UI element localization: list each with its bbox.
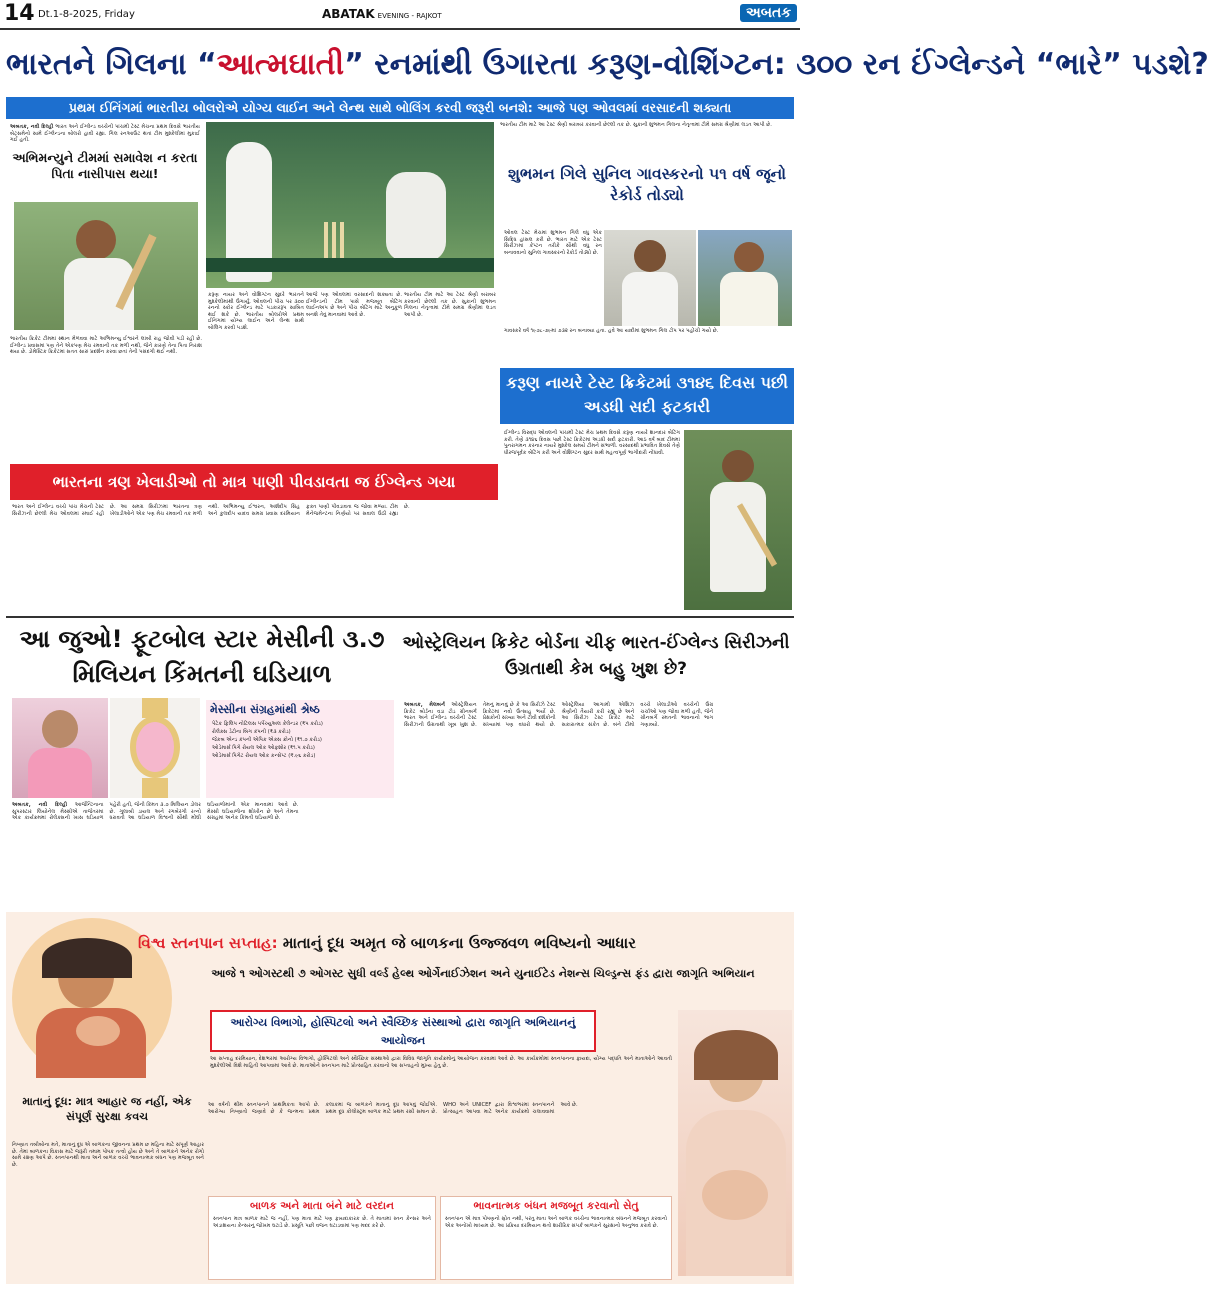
match-photo [206,122,494,288]
collection-item: રોલેક્સ ડેટોના બિગ કંપની (₹૩ કરોડ) [212,729,291,735]
page-number: 14 [4,1,35,26]
lead-body-1: ભારત અને ઈંગ્લેન્ડ વચ્ચેની પાંચમી ટેસ્ટ મેચના પ્રથમ દિવસે ભારતીય બેટ્સમેનો સામે ઈંગ્લેન્ડના બોલરો હાવી રહ્યા. ગિલ રનઆઉટ થતાં ટીમ મુશ્કેલીમાં મુકાઈ ગઈ હતી. [10,124,200,144]
watch-photo [110,698,200,798]
lead-body-2: કરૂણ નાયર અને વોશિંગ્ટન સુંદરે ભારતને મુશ્કેલીમાંથી ઉગાર્યું. ઓવલની પીચ પર ૩૦૦ રનનો સ્કોર ઈંગ્લેન્ડ માટે પડકારરૂપ સાબિત થઈ શકે છે. ભારતીય બોલરોએ પ્રથમ ઈનિંગમાં યોગ્ય લાઈન અને લેન્થ સાથે બોલિંગ કરવી પડશે. [208,292,304,331]
gavaskar-shirt-shape [720,272,778,326]
breastfeeding-intro: આ સપ્તાહ દરમિયાન, દેશભરમાં આરોગ્ય વિભાગો, હોસ્પિટલો અને સ્વૈચ્છિક સંસ્થાઓ દ્વારા વિવિધ જાગૃતિ કાર્યક્રમોનું આયોજન કરવામાં આવે છે. આ કાર્યક્રમોમાં સ્તનપાનના ફાયદા, યોગ્ય પદ્ધતિ અને માતાઓને આવતી મુશ્કેલીઓ વિશે માહિતી આપવામાં આવે છે. માતાઓને સ્તનપાન માટે પ્રોત્સાહિત કરવાનો આ સપ્તાહનો મુખ્ય હેતુ છે. [210,1056,672,1069]
breastfeeding-title-b: માતાનું દૂધ અમૃત જે બાળકના ઉજ્જવળ ભવિષ્યનો આધાર [277,934,636,952]
lead-subheadline: પ્રથમ ઈનિંગમાં ભારતીય બોલરોએ યોગ્ય લાઈન અને લેન્થ સાથે બોલિંગ કરવી જરૂરી બનશે: આજે પણ ઓવલમાં વરસાદની શક્યતા [6,97,794,119]
collection-item: ઓડેમાર્સ પિગેટ રોયલ ઓક કન્સેપ્ટ (₹.૯૬ કરોડ) [212,753,316,759]
lead-headline-part-a: ભારતને ગિલના “ [6,47,217,82]
shubman-title: શુભમન ગિલે સુનિલ ગાવસ્કરનો ૫૧ વર્ષ જૂનો રેકોર્ડ તોડ્યો [507,165,787,204]
breastfeeding-title [138,928,792,958]
section-divider [6,616,794,618]
shubman-photo [604,230,696,326]
messi-collection-box [206,700,394,798]
messi-collection-title: મેસ્સીના સંગ્રહમાંથી શ્રેષ્ઠ [210,703,320,716]
breastfeeding-box-title: આરોગ્ય વિભાગો, હોસ્પિટલો અને સ્વૈચ્છિક સંસ્થાઓ દ્વારા જાગૃતિ અભિયાનનું આયોજન [210,1010,596,1052]
newspaper-logo: અબતક [740,4,797,22]
shubman-body-1: ઓવલ ટેસ્ટ મેચમાં શુભમન ગિલે વધુ એક સિદ્ધિ હાંસલ કરી છે. ભારત માટે એક ટેસ્ટ સિરીઝમાં કેપ્ટન તરીકે સૌથી વધુ રન બનાવવાનો સુનિલ ગાવસ્કરનો રેકોર્ડ તોડ્યો છે. [504,230,602,256]
masthead [322,7,442,21]
abhimanyu-body: ભારતીય ક્રિકેટ ટીમમાં સ્થાન મેળવવા માટે અભિમન્યુ ઈશ્વરને લાંબી રાહ જોવી પડી રહી છે. ઈંગ્લેન્ડ પ્રવાસમાં પણ તેને એકપણ મેચ રમવાની તક મળી નથી, જેને કારણે તેના પિતા નિરાશ થયા છે. ડોમેસ્ટિક ક્રિકેટમાં સતત સારું પ્રદર્શન કરવા છતાં તેની પસંદગી થઈ નથી. [10,336,202,356]
shubman-body-2: ગાવસ્કરે વર્ષ ૧૯૭૮-૭૯માં ૭૩૨ રન બનાવ્યા હતા. હવે આ યાદીમાં શુભમન ગિલ ટોપ પર પહોંચી ગયો છે. [504,328,719,334]
mother2-hair-shape [694,1030,778,1080]
mother-baby-photo [678,1010,792,1276]
lead-dateline-text [10,124,200,148]
bond-box-title: ભાવનાત્મક બંધન મજબૂત કરવાનો સેતુ [473,1200,639,1212]
lead-dateline: અબતક, નવી દિલ્હી [10,124,54,130]
messi-shirt-shape [28,748,92,798]
benefit-box [208,1196,436,1280]
lead-body-3: આજે પણ ઓવલમાં વરસાદની શક્યતા છે. ઈંગ્લેન્ડની ટીમ પાસે મજબૂત બેટિંગ લાઈનઅપ છે અને પીચ બેટિંગ માટે અનુકૂળ બનશે તેવું માનવામાં આવે છે. [306,292,402,318]
benefit-box-body: સ્તનપાન માત્ર બાળક માટે જ નહીં, પણ માતા માટે પણ ફાયદાકારક છે. તે માતામાં સ્તન કેન્સર અને અંડાશયના કેન્સરનું જોખમ ઘટાડે છે. પ્રસૂતિ પછી વજન ઘટાડવામાં પણ મદદ કરે છે. [213,1216,431,1229]
baby-shape [76,1016,120,1046]
watch-strap-bottom [142,778,168,798]
abhimanyu-photo [14,202,198,330]
collection-item: પેટેક ફિલિપ નોટિલસ પર્પેચ્યુઅલ કેલેન્ડર (₹૫ કરોડ) [212,721,323,727]
bond-box [440,1196,672,1280]
lead-headline-highlight: આત્મઘાતી [216,47,345,82]
shubman-head-shape [634,240,666,272]
bond-box-body: સ્તનપાન એ માત્ર પોષણનો સ્રોત નથી, પરંતુ માતા અને બાળક વચ્ચેના ભાવનાત્મક બંધનને મજબૂત કરવાનો એક અનોખો માધ્યમ છે. આ પ્રક્રિયા દરમિયાન થતો શારીરિક સંપર્ક બાળકને સુરક્ષાનો અનુભવ કરાવે છે. [445,1216,667,1229]
watch-strap-top [142,698,168,718]
issue-date: Dt.1-8-2025, Friday [38,9,135,20]
karun-title: કરૂણ નાયરે ટેસ્ટ ક્રિકેટમાં ૩૧૪૬ દિવસ પછી અડધી સદી ફટકારી [500,368,794,424]
baby2-shape [702,1170,768,1220]
watch-dial-shape [130,716,180,778]
benefit-box-title: બાળક અને માતા બંને માટે વરદાન [250,1200,394,1212]
messi-body [12,802,396,902]
three-players-body: ભારત અને ઈંગ્લેન્ડ વચ્ચે પાંચ મેચની ટેસ્ટ સિરીઝની છેલ્લી મેચ ઓવલમાં રમાઈ રહી છે. આ સમગ્ર સિરીઝમાં ભારતના ત્રણ ખેલાડીઓને એક પણ મેચ રમવાની તક મળી નથી. અભિમન્યુ ઈશ્વરન, અર્શદીપ સિંહ અને કુલદીપ યાદવ સમગ્ર પ્રવાસ દરમિયાન ફક્ત પાણી પીવડાવતા જ જોવા મળ્યા. ટીમ મેનેજમેન્ટના નિર્ણયો પર સવાલ ઉઠી રહ્યા છે. [12,504,410,517]
masthead-title: ABATAK [322,7,375,21]
karun-head-shape [722,450,754,482]
shubman-shirt-shape [622,272,678,326]
karun-body: ઈંગ્લેન્ડ વિરુદ્ધ ઓવલની પાંચમી ટેસ્ટ મેચ પ્રથમ દિવસે કરૂણ નાયરે શાનદાર બેટિંગ કરી. તેણે ૩૧૪૬ દિવસ પછી ટેસ્ટ ક્રિકેટમાં અડધી સદી ફટકારી. આઠ વર્ષ બાદ ટીમમાં પુનરાગમન કરનાર નાયરે મુશ્કેલ સમયે ટીમને સંભાળી. વરસાદથી પ્રભાવિત દિવસે તેણે ધીરજપૂર્વક બેટિંગ કરી અને વોશિંગ્ટન સુંદર સાથે મહત્વપૂર્ણ ભાગીદારી નોંધાવી. [504,430,680,456]
messi-photo [12,698,108,798]
messi-title: આ જુઓ! ફૂટબોલ સ્ટાર મેસીની ૩.૭ મિલિયન કિંમતની ઘડિયાળ [19,625,385,688]
boundary-board-shape [206,258,494,272]
messi-head-shape [42,710,78,748]
collection-item: ઓડેમાર્સ પિગે રોયલ ઓક ઓફશોર (₹૧.૫ કરોડ) [212,745,315,751]
breastfeeding-side-body: નિષ્ણાત તબીબોના મતે, માતાનું દૂધ એ બાળકના જીવનના પ્રથમ છ મહિના માટે સંપૂર્ણ આહાર છે. તેમાં બાળકના વિકાસ માટે જરૂરી તમામ પોષક તત્વો હોય છે અને તે બાળકને અનેક રોગો સામે રક્ષણ આપે છે. સ્તનપાનથી માતા અને બાળક વચ્ચે ભાવનાત્મક બંધન પણ મજબૂત બને છે. [12,1142,204,1168]
messi-collection-list [206,720,394,760]
karun-photo [684,430,792,610]
lead-body-4: ભારતીય ટીમ માટે આ ટેસ્ટ શ્રેણી બરાબર કરવાની છેલ્લી તક છે. સુકાની શુભમન ગિલના નેતૃત્વમાં ટીમે સમગ્ર શ્રેણીમાં લડત આપી છે. [404,292,496,318]
breastfeeding-title-a: વિશ્વ સ્તનપાન સપ્તાહ: [138,934,278,952]
australia-dateline: અબતક, મેલબર્ન [404,702,445,708]
stumps-shape [324,222,328,262]
batsman-shape [386,172,446,262]
player-head-shape [76,220,116,260]
three-players-title: ભારતના ત્રણ ખેલાડીઓ તો માત્ર પાણી પીવડાવતા જ ઈંગ્લેન્ડ ગયા [10,464,498,500]
lead-headline [6,38,1209,92]
messi-dateline: અબતક, નવી દિલ્હી [12,802,68,808]
australia-body-text: ઓસ્ટ્રેલિયન ક્રિકેટ બોર્ડના વડા ટોડ ગ્રીનબર્ગ ભારત અને ઈંગ્લેન્ડ વચ્ચેની ટેસ્ટ સિરીઝની ઉગ્રતાથી ખૂબ ખુશ છે. તેમનું માનવું છે કે આ સિરીઝે ટેસ્ટ ક્રિકેટમાં નવો ઉત્સાહ ભર્યો છે. પ્રેક્ષકોની સંખ્યા અને ટીવી દર્શકોની સંખ્યામાં પણ વધારો થયો છે. ઓસ્ટ્રેલિયા આગામી એશિઝ શ્રેણીની તૈયારી કરી રહ્યું છે અને આ સિરીઝ ટેસ્ટ ક્રિકેટ માટે સકારાત્મક સંકેત છે. બંને ટીમો વચ્ચે ખેલાડીઓ વચ્ચેની ઉગ્ર ચર્ચાઓ પણ જોવા મળી હતી, જેને ગ્રીનબર્ગે રમતની ભાવનાનો ભાગ ગણાવ્યો. [404,702,714,728]
australia-body [404,702,792,902]
australia-title: ઓસ્ટ્રેલિયન ક્રિકેટ બોર્ડના ચીફ ભારત-ઈંગ્લેન્ડ સિરીઝની ઉગ્રતાથી કેમ બહુ ખુશ છે? [402,633,790,679]
messi-body-text: આર્જેન્ટિનાના સુપરસ્ટાર લિયોનેલ મેસ્સીએ તાજેતરમાં એક કાર્યક્રમમાં રોલેક્સની ખાસ ઘડિયાળ પહેરી હતી, જેની કિંમત ૩.૭ મિલિયન ડોલર છે. ગુલાબી ડાયલ અને રંગબેરંગી રત્નો ધરાવતી આ ઘડિયાળ વિશ્વની સૌથી મોંઘી ઘડિયાળોમાંની એક માનવામાં આવે છે. મેસ્સી ઘડિયાળોના શોખીન છે અને તેમના સંગ્રહમાં અનેક કિંમતી ઘડિયાળો છે. [12,802,299,822]
breastfeeding-col-body: આ વર્ષની થીમ સ્તનપાનને પ્રાથમિકતા આપો છે. આરોગ્ય નિષ્ણાતો જણાવે છે કે જન્મના પ્રથમ કલાકમાં જ બાળકને માતાનું દૂધ આપવું જોઈએ. પ્રથમ દૂધ કોલોસ્ટ્રમ બાળક માટે પ્રથમ રસી સમાન છે. WHO અને UNICEF દ્વારા વિશ્વભરમાં સ્તનપાનને પ્રોત્સાહન આપવા માટે અનેક કાર્યક્રમો ચલાવવામાં આવે છે. [208,1102,578,1115]
lead-body-continued: ભારતીય ટીમ માટે આ ટેસ્ટ શ્રેણી બરાબર કરવાની છેલ્લી તક છે. સુકાની શુભમન ગિલના નેતૃત્વમાં ટીમે સમગ્ર શ્રેણીમાં લડત આપી છે. [500,122,772,128]
mother-hair-shape [42,938,132,978]
breastfeeding-side-title: માતાનું દૂધ: માત્ર આહાર જ નહીં, એક સંપૂર્ણ સુરક્ષા કવચ [22,1095,192,1123]
gavaskar-head-shape [734,242,764,272]
breastfeeding-subtitle: આજે ૧ ઓગસ્ટથી ૭ ઓગસ્ટ સુધી વર્લ્ડ હેલ્થ ઓર્ગેનાઈઝેશન અને યુનાઈટેડ નેશન્સ ચિલ્ડ્રન્સ ફંડ દ્વારા જાગૃતિ અભિયાન [211,967,755,980]
abhimanyu-title: અભિમન્યુને ટીમમાં સમાવેશ ન કરતા પિતા નાસીપાસ થયા! [12,150,198,181]
top-bar [0,0,800,30]
gavaskar-photo [698,230,792,326]
collection-item: જેકબ એન્ડ કંપની એપિક એક્સ ક્રોનો (₹૧.૭ કરોડ) [212,737,322,743]
lead-headline-part-c: ” રનમાંથી ઉગારતા કરૂણ-વોશિંગ્ટન: ૩૦૦ રન ઈંગ્લેન્ડને “ભારે” પડશે? [344,47,1209,82]
masthead-sub: EVENING - RAJKOT [377,12,442,20]
